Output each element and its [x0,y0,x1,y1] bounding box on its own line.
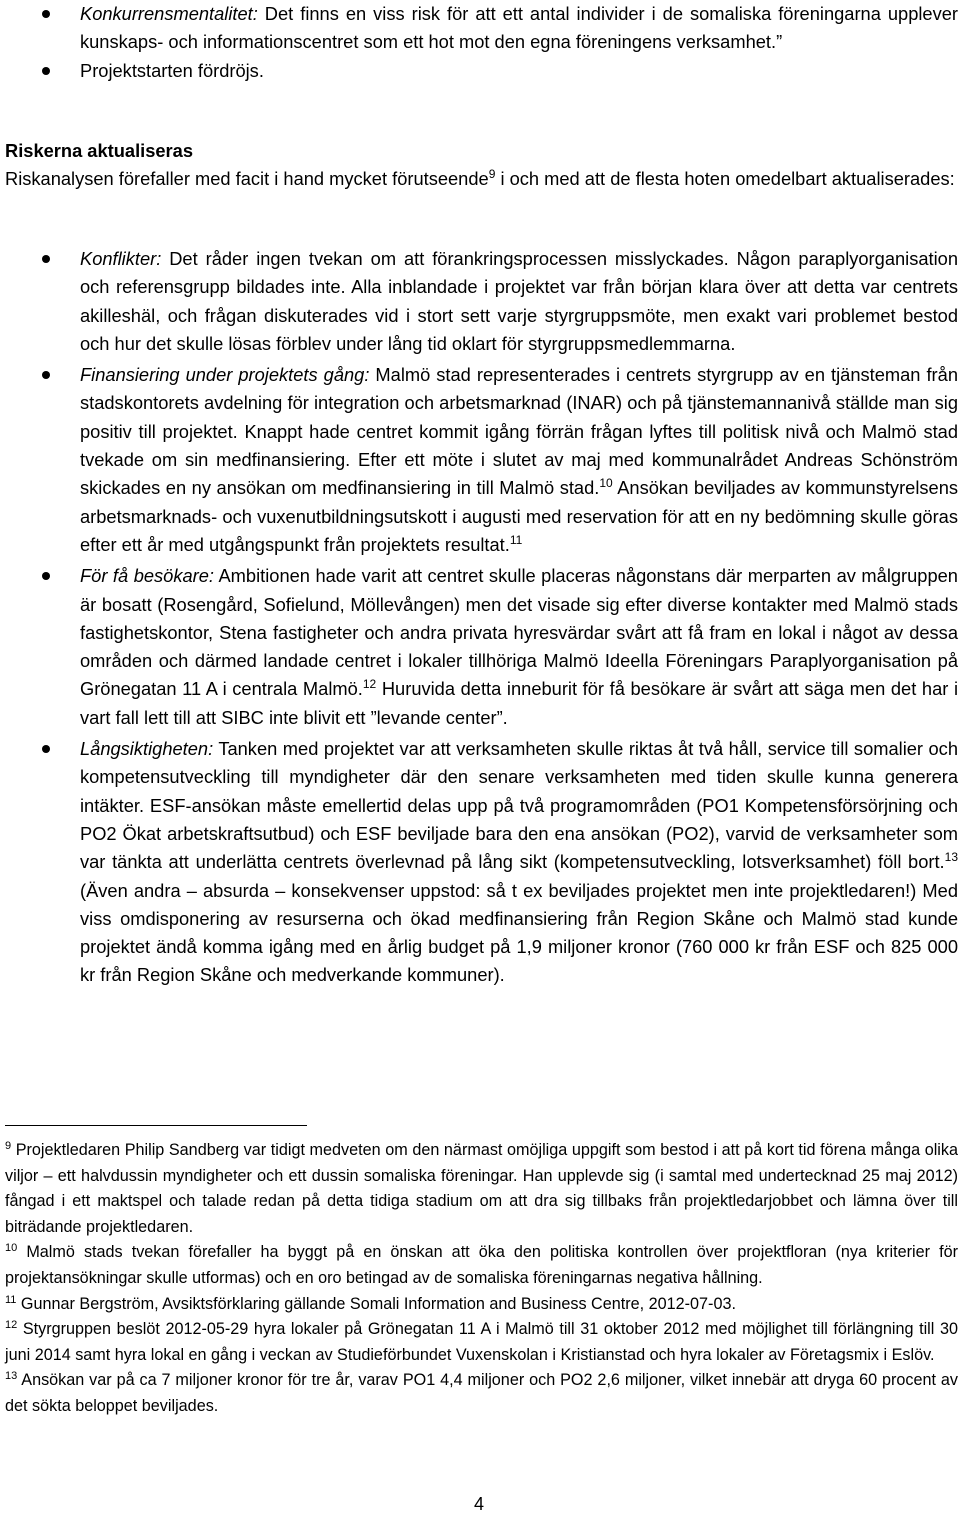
list-item-lead: Konflikter: [80,248,162,269]
list-item [0,0,958,57]
section-heading: Riskerna aktualiseras [5,140,194,161]
list-item-lead: För få besökare: [80,565,214,587]
footnote-text: Gunnar Bergström, Avsiktsförklaring gällande Somali Information and Business Centre, 2012-07-03. [16,1294,736,1313]
list-item-body: Huruvida detta inneburit för få besökare är svårt att säga men det har i vart fall lett till att SIBC inte blivit ett ”levande center”. [80,678,959,728]
list-item-body: Ambitionen hade varit att centret skulle placeras någonstans där merparten av målgruppen är bosatt (Rosengård, Sofielund, Möllevången) men det visade sig efter diverse kontakter med Malmö stads fastighetskontor, Stena fastigheter och andra privata hyresvärdar svårt att få fram en lokal i något av dessa områden och därmed landade centret i lokaler tillhöriga Malmö Ideella Föreningars Paraplyorganisation på Grönegatan 11 A i centrala Malmö. [80,565,958,700]
bullet-icon [42,745,50,753]
list-item-body: Det råder ingen tvekan om att förankringsprocessen misslyckades. Någon paraplyorganisation och referensgrupp bildades inte. Alla inblandade i projektet var från början klara över att detta var centrets akilleshäl, och frågan diskuterades vid i stort sett varje styrgruppsmöte, men exakt vari problemet bestod och hur det skulle lösas förblev under lång tid oklart för styrgruppsmedlemmarna. [80,248,958,354]
footnote-ref[interactable]: 12 [362,677,377,692]
list-item [0,245,958,358]
list-item-body: Malmö stad representerades i centrets styrgrupp av en tjänsteman från stadskontorets avdelning för integration och arbetsmarknad (INAR) och på tjänstemannanivå ställde man sig positiv till projektet. Knappt hade centret kommit igång förrän frågan lyftes till politisk nivå och Malmö stad tvekade om sin medfinansiering. Efter ett möte i slutet av maj med kommunalrådet Andreas Schönström skickades en ny ansökan om medfinansiering in till Malmö stad. [80,364,958,499]
footnote-text: Projektledaren Philip Sandberg var tidigt medveten om den närmast omöjliga uppgift som bestod i att på kort tid förena många olika viljor – ett halvdussin myndigheter och ett dussin somaliska föreningar. Han upplevde sig (i samtal med undertecknad 25 maj 2012) fångad i ett maktspel och talade redan på detta tidiga stadium om att dra sig tillbaks från projektledarjobbet och lämna över till biträdande projektledaren. [5,1141,958,1236]
list-item-body: Projektstarten fördröjs. [80,59,264,81]
footnote-number: 12 [5,1319,18,1332]
footnotes [5,1138,958,1420]
list-item [0,361,958,559]
realized-risks-list [0,245,958,993]
list-item [0,735,958,990]
list-item-body: Tanken med projektet var att verksamheten skulle riktas åt två håll, service till somalier och kompetensutveckling till myndigheter där den senare verksamheten med tiden skulle kunna generera intäkter. ESF-ansökan måste emellertid delas upp på två programområden (PO1 Kompetensförsörjning och PO2 Ökat arbetskraftsutbud) och ESF beviljade bara den ena ansökan (PO2), varvid de verksamheter som var tänkta att underlätta centrets överlevnad på lång sikt (kompetensutveckling, lotsverksamhet) föll bort. [80,738,958,873]
footnote-number: 10 [5,1242,18,1255]
footnote-text: Malmö stads tvekan förefaller ha byggt på en önskan att öka den politiska kontrollen över projektfloran (nya kriterier för projektansökningar skulle utformas) och en oro betingad av de somaliska föreningarnas negativa hållning. [5,1243,958,1287]
footnote-number: 13 [5,1370,18,1383]
footnote-number: 9 [5,1140,12,1152]
list-item-text [80,0,958,57]
list-item-body: (Även andra – absurda – konsekvenser uppstod: så t ex beviljades projektet men inte projektledaren!) Med viss omdisponering av resurserna och ökad medfinansiering från Region Skåne och Malmö stad kunde projektet ändå komma igång med en årlig budget på 1,9 miljoner kronor (760 000 kr från ESF och 825 000 kr från Region Skåne och medverkande kommuner). [80,879,958,986]
footnote-ref[interactable]: 13 [944,850,958,865]
list-item [0,57,958,85]
footnote [5,1240,958,1291]
intro-paragraph [5,165,958,193]
risk-list-continued [0,0,958,85]
bullet-icon [42,572,50,580]
footnote-number: 11 [5,1293,17,1306]
bullet-icon [42,255,50,263]
footnote-text: Styrgruppen beslöt 2012-05-29 hyra lokaler på Grönegatan 11 A i Malmö till 31 oktober 2012 med möjlighet till förlängning till 30 juni 2014 samt hyra lokal en gång i veckan av Studieförbundet Vuxenskolan i Kristianstad och hyra lokaler av Företagsmix i Eslöv. [5,1320,958,1364]
list-item-text [80,245,958,358]
bullet-icon [42,371,50,379]
list-item-text [80,735,958,990]
footnote [5,1317,958,1368]
intro-text: i och med att de flesta hoten omedelbart aktualiserades: [495,168,955,189]
list-item-text [80,361,958,559]
footnote-ref[interactable]: 11 [509,532,523,547]
list-item-body: Det finns en viss risk för att ett antal individer i de somaliska föreningarna upplever kunskaps- och informationscentret som ett hot mot den egna föreningens verksamhet.” [80,3,958,53]
list-item-lead: Långsiktigheten: [80,738,214,760]
footnote-ref[interactable]: 10 [599,476,613,491]
footnote [5,1368,958,1419]
footnote-text: Ansökan var på ca 7 miljoner kronor för tre år, varav PO1 4,4 miljoner och PO2 2,6 miljoner, vilket innebär att dryga 60 procent av det sökta beloppet beviljades. [5,1371,958,1415]
page-number: 4 [474,1494,485,1514]
footnote [5,1138,958,1240]
footnote [5,1292,958,1318]
list-item-lead: Finansiering under projektets gång: [80,364,370,386]
list-item [0,562,958,732]
footnote-ref[interactable]: 9 [488,167,496,181]
list-item-lead: Konkurrensmentalitet: [80,3,258,24]
bullet-icon [42,67,50,75]
list-item-text [80,57,958,85]
bullet-icon [42,10,50,18]
intro-text: Riskanalysen förefaller med facit i hand mycket förutseende [5,168,489,189]
footnote-divider [5,1125,307,1126]
list-item-body: Ansökan beviljades av kommunstyrelsens arbetsmarknads- och vuxenutbildningsutskott i augusti med reservation för att en ny bedömning skulle göras efter ett år med utgångspunkt från projektets resultat. [80,477,959,555]
list-item-text [80,562,958,732]
